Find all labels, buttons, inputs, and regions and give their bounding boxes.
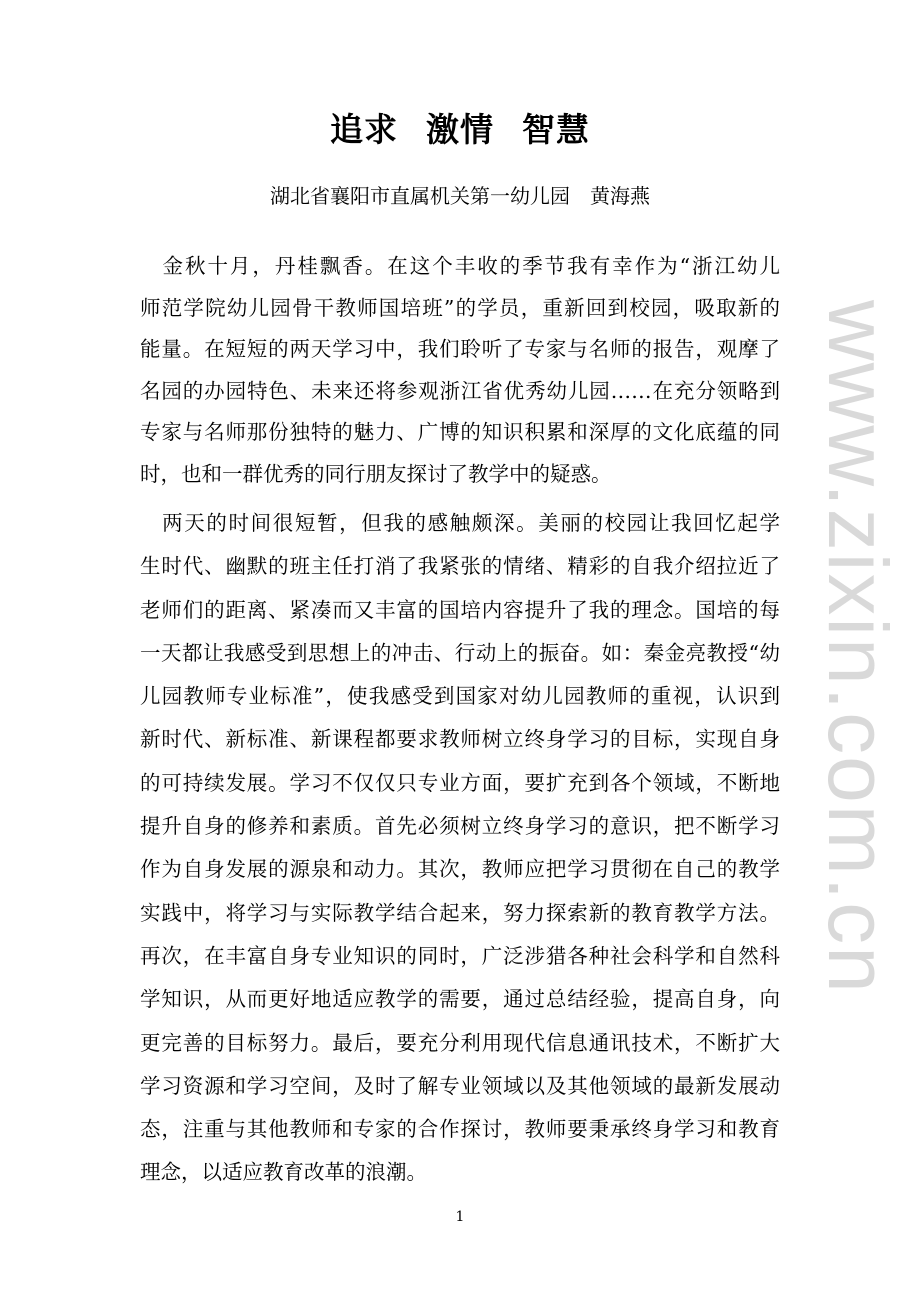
watermark: www.zixin.com.cn	[811, 300, 905, 995]
text-line: 能量。在短短的两天学习中，我们聆听了专家与名师的报告，观摩了	[140, 337, 780, 362]
text-line: 名园的办园特色、未来还将参观浙江省优秀幼儿园……在充分领略到	[140, 378, 780, 403]
text-line: 时，也和一群优秀的同行朋友探讨了教学中的疑惑。	[140, 461, 612, 486]
text-line: 儿园教师专业标准”，使我感受到国家对幼儿园教师的重视，认识到	[140, 684, 780, 709]
title-word: 智慧	[522, 110, 590, 149]
paragraph-1	[140, 246, 780, 496]
text-line: 生时代、幽默的班主任打消了我紧张的情绪、精彩的自我介绍拉近了	[140, 554, 780, 579]
text-line: 两天的时间很短暂，但我的感触颇深。美丽的校园让我回忆起学	[140, 511, 780, 535]
text-line: 理念，以适应教育改革的浪潮。	[140, 1160, 427, 1185]
author-organization: 湖北省襄阳市直属机关第一幼儿园	[270, 184, 570, 208]
text-line: 实践中，将学习与实际教学结合起来，努力探索新的教育教学方法。	[140, 900, 780, 925]
text-line: 再次，在丰富自身专业知识的同时，广泛涉猎各种社会科学和自然科	[140, 943, 780, 968]
text-line: 一天都让我感受到思想上的冲击、行动上的振奋。如：秦金亮教授“幼	[140, 640, 780, 665]
page-number: 1	[455, 1209, 465, 1225]
text-line: 学知识，从而更好地适应教学的需要，通过总结经验，提高自身，向	[140, 987, 780, 1012]
text-line: 的可持续发展。学习不仅仅只专业方面，要扩充到各个领域，不断地	[140, 770, 780, 795]
title-word: 追求	[330, 110, 398, 149]
text-line: 师范学院幼儿园骨干教师国培班”的学员，重新回到校园，吸取新的	[140, 295, 780, 320]
author-line	[0, 180, 920, 209]
text-line: 专家与名师那份独特的魅力、广博的知识积累和深厚的文化底蕴的同	[140, 420, 780, 445]
text-line: 学习资源和学习空间，及时了解专业领域以及其他领域的最新发展动	[140, 1073, 780, 1098]
text-line: 作为自身发展的源泉和动力。其次，教师应把学习贯彻在自己的教学	[140, 857, 780, 882]
text-line: 金秋十月，丹桂飘香。在这个丰收的季节我有幸作为“浙江幼儿	[140, 254, 780, 278]
text-line: 态，注重与其他教师和专家的合作探讨，教师要秉承终身学习和教育	[140, 1117, 780, 1142]
text-line: 更完善的目标努力。最后，要充分利用现代信息通讯技术，不断扩大	[140, 1030, 780, 1055]
text-line: 新时代、新标准、新课程都要求教师树立终身学习的目标，实现自身	[140, 727, 780, 752]
paragraph-2	[140, 502, 780, 1195]
text-line: 老师们的距离、紧凑而又丰富的国培内容提升了我的理念。国培的每	[140, 597, 780, 622]
document-title	[0, 104, 920, 151]
author-name: 黄海燕	[590, 184, 650, 208]
text-line: 提升自身的修养和素质。首先必须树立终身学习的意识，把不断学习	[140, 814, 780, 839]
title-word: 激情	[426, 110, 494, 149]
